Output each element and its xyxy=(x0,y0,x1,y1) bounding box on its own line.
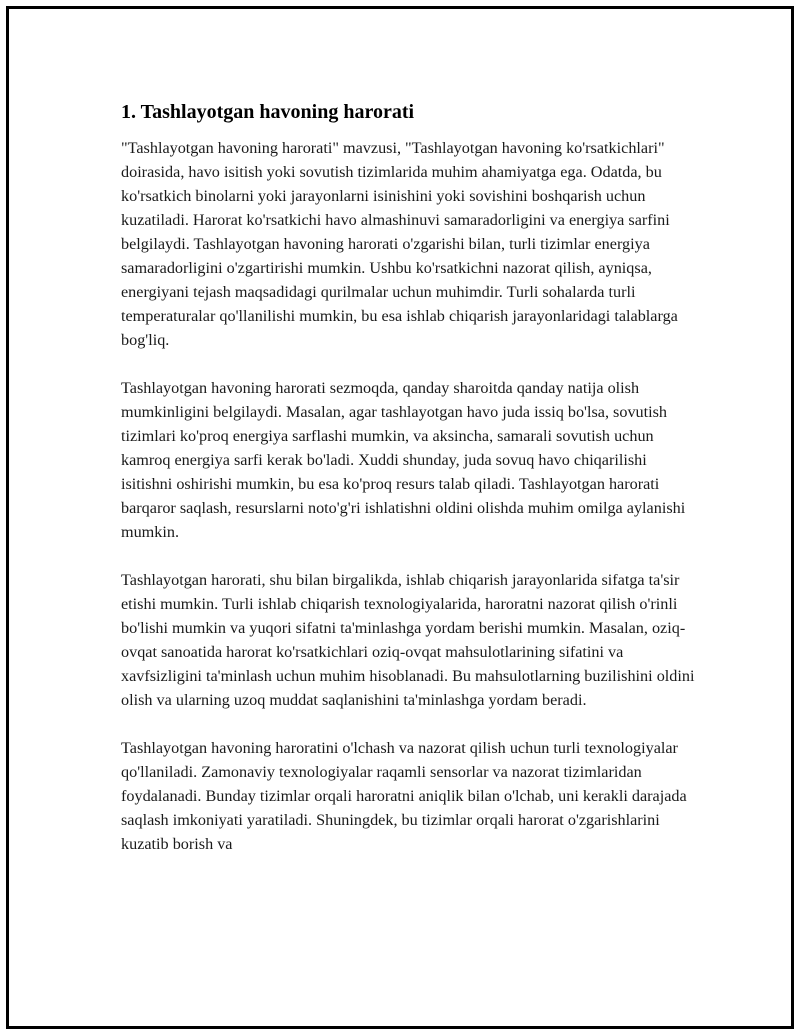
paragraph-1: "Tashlayotgan havoning harorati" mavzusi, "Tashlayotgan havoning ko'rsatkichlari" doirasida, havo isitish yoki sovutish tizimlarida muhim ahamiyatga ega. Odatda, bu ko'rsatkich binolarni yoki jarayonlarni isinishini yoki sovishini boshqarish uchun kuzatiladi. Harorat ko'rsatkichi havo almashinuvi samaradorligini va energiya sarfini belgilaydi. Tashlayotgan havoning harorati o'zgarishi bilan, turli tizimlar energiya samaradorligini o'zgartirishi mumkin. Ushbu ko'rsatkichni nazorat qilish, ayniqsa, energiyani tejash maqsadidagi qurilmalar uchun muhimdir. Turli sohalarda turli temperaturalar qo'llanilishi mumkin, bu esa ishlab chiqarish jarayonlaridagi talablarga bog'liq. xyxy=(121,139,678,349)
paragraph-3: Tashlayotgan harorati, shu bilan birgalikda, ishlab chiqarish jarayonlarida sifatga ta'sir etishi mumkin. Turli ishlab chiqarish texnologiyalarida, haroratni nazorat qilish o'rinli bo'lishi mumkin va yuqori sifatni ta'minlashga yordam berishi mumkin. Masalan, oziq-ovqat sanoatida harorat ko'rsatkichlari oziq-ovqat mahsulotlarining sifatini va xavfsizligini ta'minlash uchun muhim hisoblanadi. Bu mahsulotlarning buzilishini oldini olish va ularning uzoq muddat saqlanishini ta'minlashga yordam beradi. xyxy=(121,571,695,709)
paragraph-2: Tashlayotgan havoning harorati sezmoqda, qanday sharoitda qanday natija olish mumkinligini belgilaydi. Masalan, agar tashlayotgan havo juda issiq bo'lsa, sovutish tizimlari ko'proq energiya sarflashi mumkin, va aksincha, samarali sovutish uchun kamroq energiya sarfi kerak bo'ladi. Xuddi shunday, juda sovuq havo chiqarilishi isitishni oshirishi mumkin, bu esa ko'proq resurs talab qiladi. Tashlayotgan harorati barqaror saqlash, resurslarni noto'g'ri ishlatishni oldini olishda muhim omilga aylanishi mumkin. xyxy=(121,379,686,541)
page-frame xyxy=(6,6,794,1029)
section-heading: 1. Tashlayotgan havoning harorati xyxy=(121,101,415,123)
document-body xyxy=(121,97,701,880)
paragraph-4: Tashlayotgan havoning haroratini o'lchash va nazorat qilish uchun turli texnologiyalar qo'llaniladi. Zamonaviy texnologiyalar raqamli sensorlar va nazorat tizimlaridan foydalanadi. Bunday tizimlar orqali haroratni aniqlik bilan o'lchab, uni kerakli darajada saqlash imkoniyati yaratiladi. Shuningdek, bu tizimlar orqali harorat o'zgarishlarini kuzatib borish va xyxy=(121,739,687,853)
